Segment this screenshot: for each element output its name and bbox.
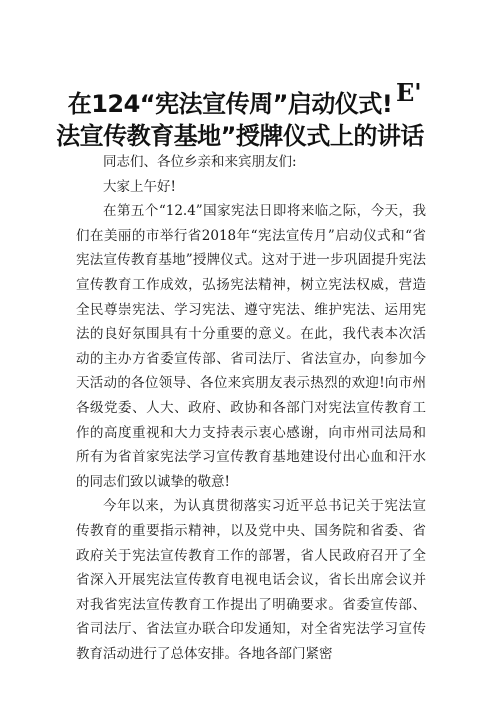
document-body [76,150,426,666]
document-title-line-2: 法宣传教育基地”授牌仪式上的讲话 [56,122,424,150]
greeting: 大家上午好! [103,178,176,195]
body-paragraph: 今年以来，为认真贯彻落实习近平总书记关于宪法宣传教育的重要指示精神，以及党中央、国务院和省委、省政府关于宪法宣传教育工作的部署，省人民政府召开了全省深入开展宪法宣传教育电视电话会议，省长出席会议并对我省宪法宣传教育工作提出了明确要求。省委宣传部、省司法厅、省法宣办联合印发通知，对全省宪法学习宣传教育活动进行了总体安排。各地各部门紧密 [76,498,426,662]
salutation: 同志们、各位乡亲和来宾朋友们: [103,154,297,170]
body-paragraph: 在第五个“12.4”国家宪法日即将来临之际，今天，我们在美丽的市举行省2018年“宪法宣传月”启动仪式和“省宪法宣传教育基地”授牌仪式。这对于进一步巩固提升宪法宣传教育工作成效，弘扬宪法精神，树立宪法权威，营造全民尊崇宪法、学习宪法、遵守宪法、维护宪法、运用宪法的良好氛围具有十分重要的意义。在此，我代表本次活动的主办方省委宣传部、省司法厅、省法宣办，向参加今天活动的各位领导、各位来宾朋友表示热烈的欢迎!向市州各级党委、人大、政府、政协和各部门对宪法宣传教育工作的高度重视和大力支持表示衷心感谢，向市州司法局和所有为省首家宪法学习宣传教育基地建设付出心血和汗水的同志们致以诚挚的敬意! [76,203,426,490]
corner-mark: E' [396,78,422,107]
document-title-line-1: 在124“宪法宣传周”启动仪式! [67,90,393,118]
